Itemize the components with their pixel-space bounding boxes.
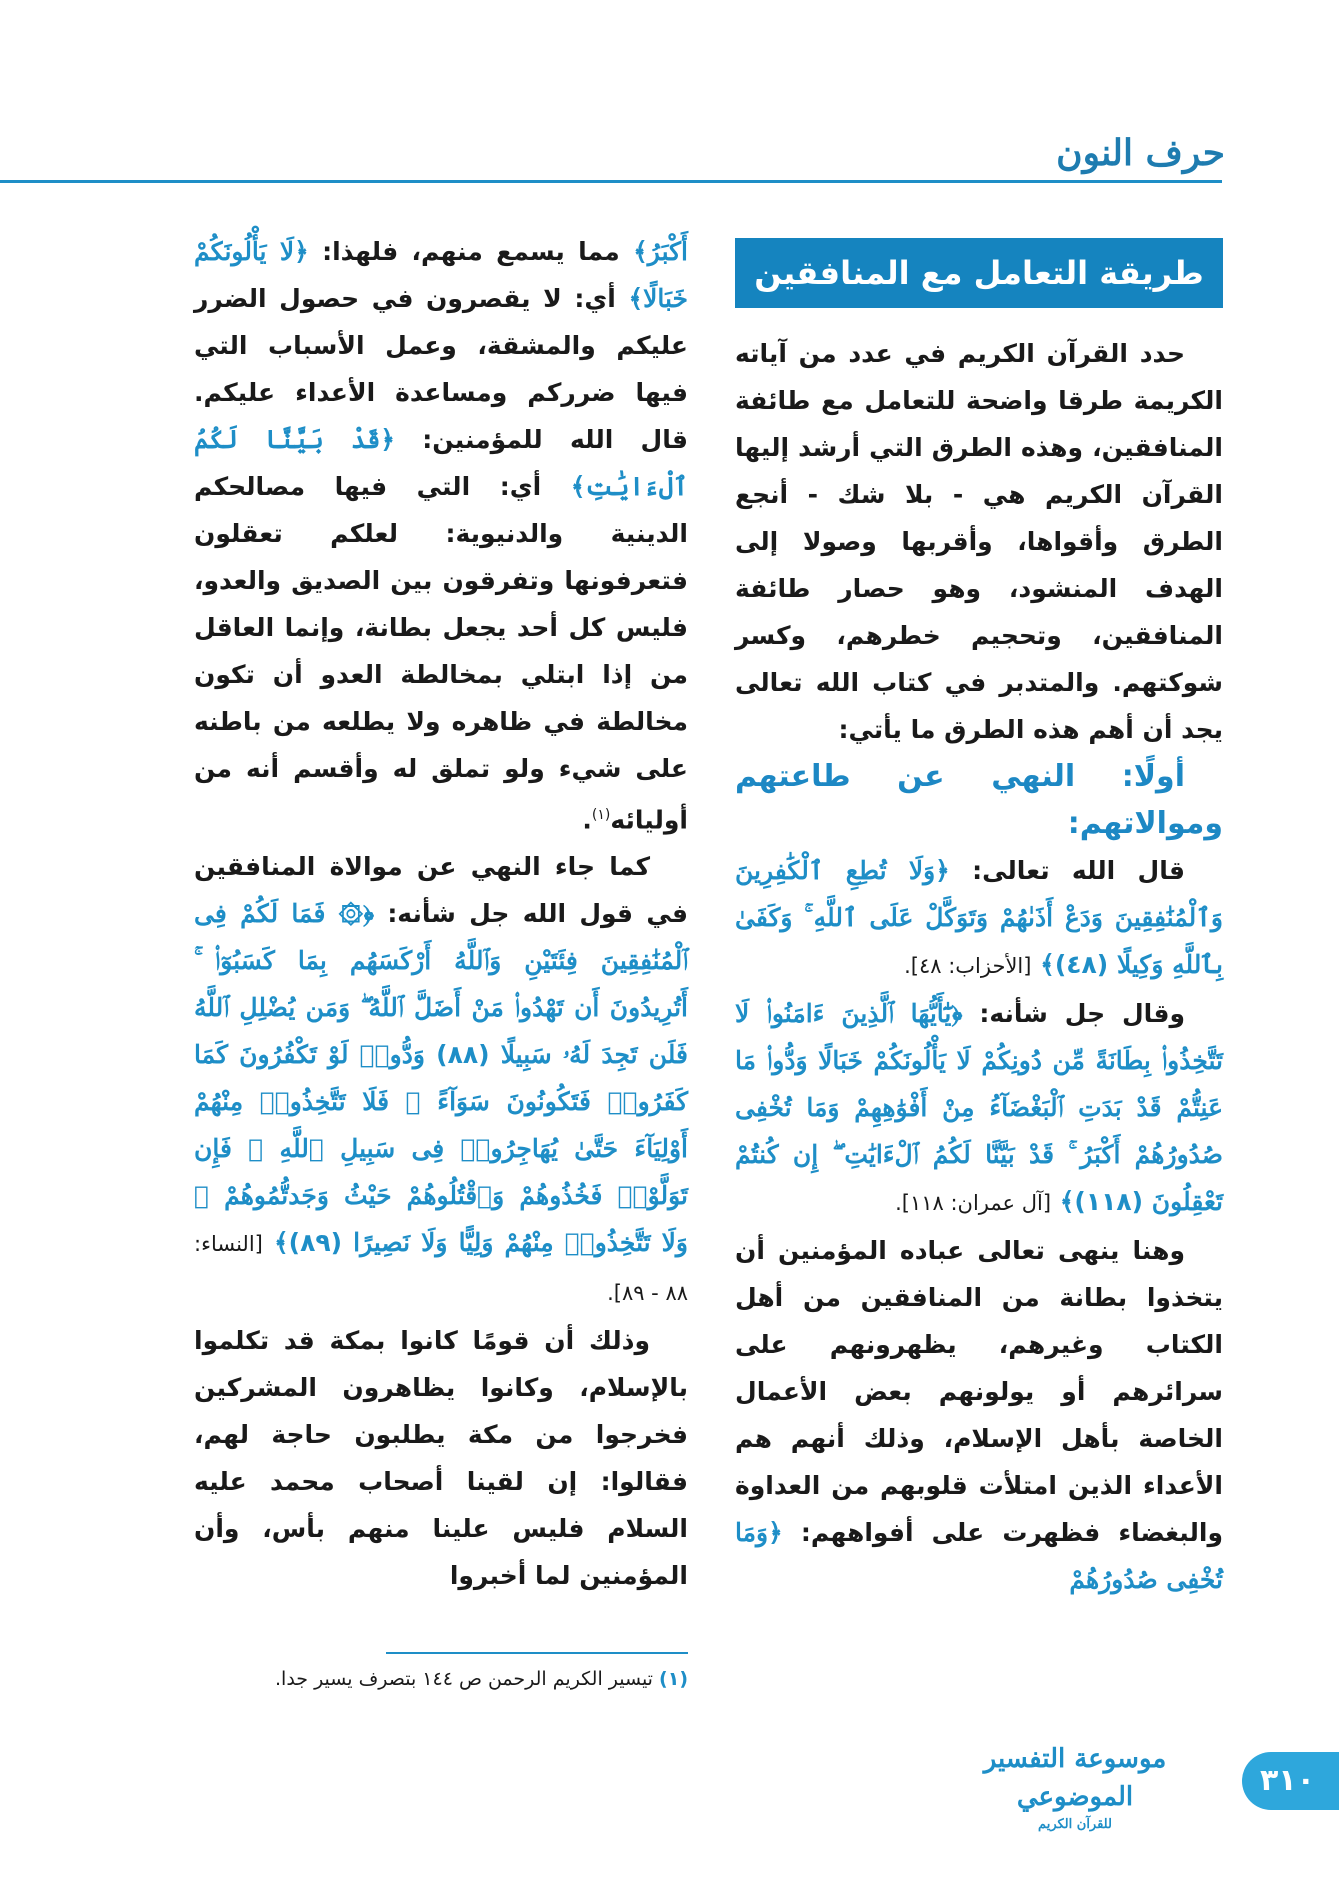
verse-number: (١١٨) [1074,1187,1144,1216]
verse-paragraph-ahzab [735,847,1223,990]
verse-intro: كما جاء النهي عن موالاة المنافقين في قول الله جل شأنه: [194,852,688,929]
encyclopedia-logo [925,1740,1225,1832]
page-header-title: حرف النون [1056,132,1225,174]
context-paragraph: وذلك أن قومًا كانوا بمكة قد تكلموا بالإسلام، وكانوا يظاهرون المشركين فخرجوا من مكة يطلبون حاجة لهم، فقالوا: إن لقينا أصحاب محمد عليه السلام فليس علينا منهم بأس، وأن المؤمنين لما أخبروا [194,1326,688,1591]
footnote [194,1664,688,1695]
quran-verse: وَلَا تُطِعِ ٱلْكَٰفِرِينَ وَٱلْمُنَٰفِقِينَ وَدَعْ أَذَىٰهُمْ وَتَوَكَّلْ عَلَى ٱللَّهِ ۚ وَكَفَىٰ بِٱللَّهِ وَكِيلًا [735,856,1223,979]
logo-subtitle: للقرآن الكريم [1038,1817,1112,1832]
verse-number: (٨٨) [436,1040,490,1070]
explanation-text: وهنا ينهى تعالى عباده المؤمنين أن يتخذوا بطانة من المنافقين من أهل الكتاب وغيرهم، يظهرونهم على سرائرهم أو يولونهم بعض الأعمال الخاصة بأهل الإسلام، وذلك أنهم هم الأعداء الذين امتلأت قلوبهم من العداوة والبغضاء فظهرت على أفواههم: [735,1236,1223,1547]
verse-number: (٨٩) [288,1228,343,1258]
verse-reference: [الأحزاب: ٤٨]. [904,954,1032,978]
quran-verse: وَدُّوا۟ لَوْ تَكْفُرُونَ كَمَا كَفَرُوا۟ فَتَكُونُونَ سَوَآءً ۖ فَلَا تَتَّخِذُوا۟ مِنْهُمْ أَوْلِيَآءَ حَتَّىٰ يُهَاجِرُوا۟ فِى سَبِيلِ ٱللَّهِ ۚ فَإِن تَوَلَّوْا۟ فَخُذُوهُمْ وَٱقْتُلُوهُمْ حَيْثُ وَجَدتُّمُوهُمْ ۖ وَلَا تَتَّخِذُوا۟ مِنْهُمْ وَلِيًّا وَلَا نَصِيرًا [194,1040,688,1258]
footnote-rule [386,1652,688,1654]
ornament-open: ﴿ [768,1518,783,1547]
left-column [194,228,688,1599]
page-number: ٣١٠ [1242,1752,1339,1810]
ornament-close: ﴾ [1040,950,1055,979]
section-banner: طريقة التعامل مع المنافقين [735,238,1223,308]
verse-reference: [آل عمران: ١١٨]. [895,1191,1052,1215]
ornament-open: ﴿ [294,237,309,266]
header-rule [0,180,1222,183]
ornament-open: ﴿ [362,899,375,929]
quran-verse: قَدْ بَيَّنَّا لَكُمُ ٱلْءَايَٰتِ [194,425,688,501]
continuation-paragraph: أَكْبَرُ﴾ مما يسمع منهم، فلهذا: ﴿لَا يَأْلُونَكُمْ خَبَالًا﴾ أي: لا يقصرون في حصول الضرر عليكم والمشقة، وعمل الأسباب التي فيها ضرركم ومساعدة الأعداء عليكم. قال الله للمؤمنين: ﴿قَدْ بَيَّنَّا لَكُمُ ٱلْءَايَٰتِ﴾ أي: التي فيها مصالحكم الدينية والدنيوية: لعلكم تعقلون فتعرفونها وتفرقون بين الصديق والعدو، فليس كل أحد يجعل بطانة، وإنما العاقل من إذا ابتلي بمخالطة العدو أن تكون مخالطة في ظاهره ولا يطلعه من باطنه على شيء ولو تملق له وأقسم أنه من أوليائه$^{(١)}$. [194,237,688,835]
ornament-close: ﴾ [273,1228,289,1258]
footnote-text: تيسير الكريم الرحمن ص ١٤٤ بتصرف يسير جدا. [275,1668,653,1690]
quran-verse: ۞ فَمَا لَكُمْ فِى ٱلْمُنَٰفِقِينَ فِئَتَيْنِ وَٱللَّهُ أَرْكَسَهُم بِمَا كَسَبُوٓا۟ ۚ أَتُرِيدُونَ أَن تَهْدُوا۟ مَنْ أَضَلَّ ٱللَّهُ ۖ وَمَن يُضْلِلِ ٱللَّهُ فَلَن تَجِدَ لَهُۥ سَبِيلًا [194,899,688,1070]
explanation-paragraph [735,1227,1223,1603]
quran-verse: يَٰٓأَيُّهَا ٱلَّذِينَ ءَامَنُوا۟ لَا تَتَّخِذُوا۟ بِطَانَةً مِّن دُونِكُمْ لَا يَأْلُونَكُمْ خَبَالًا وَدُّوا۟ مَا عَنِتُّمْ قَدْ بَدَتِ ٱلْبَغْضَآءُ مِنْ أَفْوَٰهِهِمْ وَمَا تُخْفِى صُدُورُهُمْ أَكْبَرُ ۚ قَدْ بَيَّنَّا لَكُمُ ٱلْءَايَٰتِ ۖ إِن كُنتُمْ تَعْقِلُونَ [735,999,1223,1216]
verse-paragraph-nisa [194,843,688,1317]
logo-title: موسوعة التفسير الموضوعي [983,1744,1167,1812]
body-text: أي: التي فيها مصالحكم الدينية والدنيوية: لعلكم تعقلون فتعرفونها وتفرقون بين الصديق والعدو، فليس كل أحد يجعل بطانة، وإنما العاقل من إذا ابتلي بمخالطة العدو أن تكون مخالطة في ظاهره ولا يطلعه من باطنه على شيء ولو تملق له وأقسم أنه من أوليائه [194,472,688,835]
ornament-open: ﴿ [380,425,396,454]
body-text: مما يسمع منهم، فلهذا: [322,237,620,266]
footnote-number: (١) [659,1668,688,1690]
right-column [735,238,1223,1603]
ornament-close: ﴾ [633,237,648,266]
ornament-close: ﴾ [628,284,644,313]
verse-paragraph-imran [735,990,1223,1227]
body-text: أي: لا يقصرون في حصول الضرر عليكم والمشقة، وعمل الأسباب التي فيها ضرركم ومساعدة الأعداء عليكم. قال الله للمؤمنين: [194,284,688,454]
quran-verse: أَكْبَرُ [647,237,688,266]
ornament-close: ﴾ [1059,1187,1075,1216]
quran-verse: لَا يَأْلُونَكُمْ خَبَالًا [194,237,688,313]
ornament-close: ﴾ [570,472,586,501]
subheading-first: أولًا: النهي عن طاعتهم وموالاتهم: [735,759,1223,841]
intro-paragraph: حدد القرآن الكريم في عدد من آياته الكريمة طرقا واضحة للتعامل مع طائفة المنافقين، وهذه الطرق التي أرشد إليها القرآن الكريم هي - بلا شك - أنجع الطرق وأقواها، وأقربها وصولا إلى الهدف المنشود، وهو حصار طائفة المنافقين، وتحجيم خطرهم، وكسر شوكتهم. والمتدبر في كتاب الله تعالى يجد أن أهم هذه الطرق ما يأتي: [735,339,1223,744]
verse-intro: قال الله تعالى: [972,856,1185,885]
ornament-open: ﴿ [951,999,963,1028]
footnote-marker[interactable]: (١) [591,807,611,823]
verse-intro: وقال جل شأنه: [979,999,1185,1028]
ornament-open: ﴿ [935,856,950,885]
verse-number: (٤٨) [1054,950,1109,979]
verse-reference: [النساء: ٨٨ - ٨٩]. [194,1232,688,1306]
quran-verse: وَمَا تُخْفِى صُدُورُهُمْ [735,1518,1223,1594]
